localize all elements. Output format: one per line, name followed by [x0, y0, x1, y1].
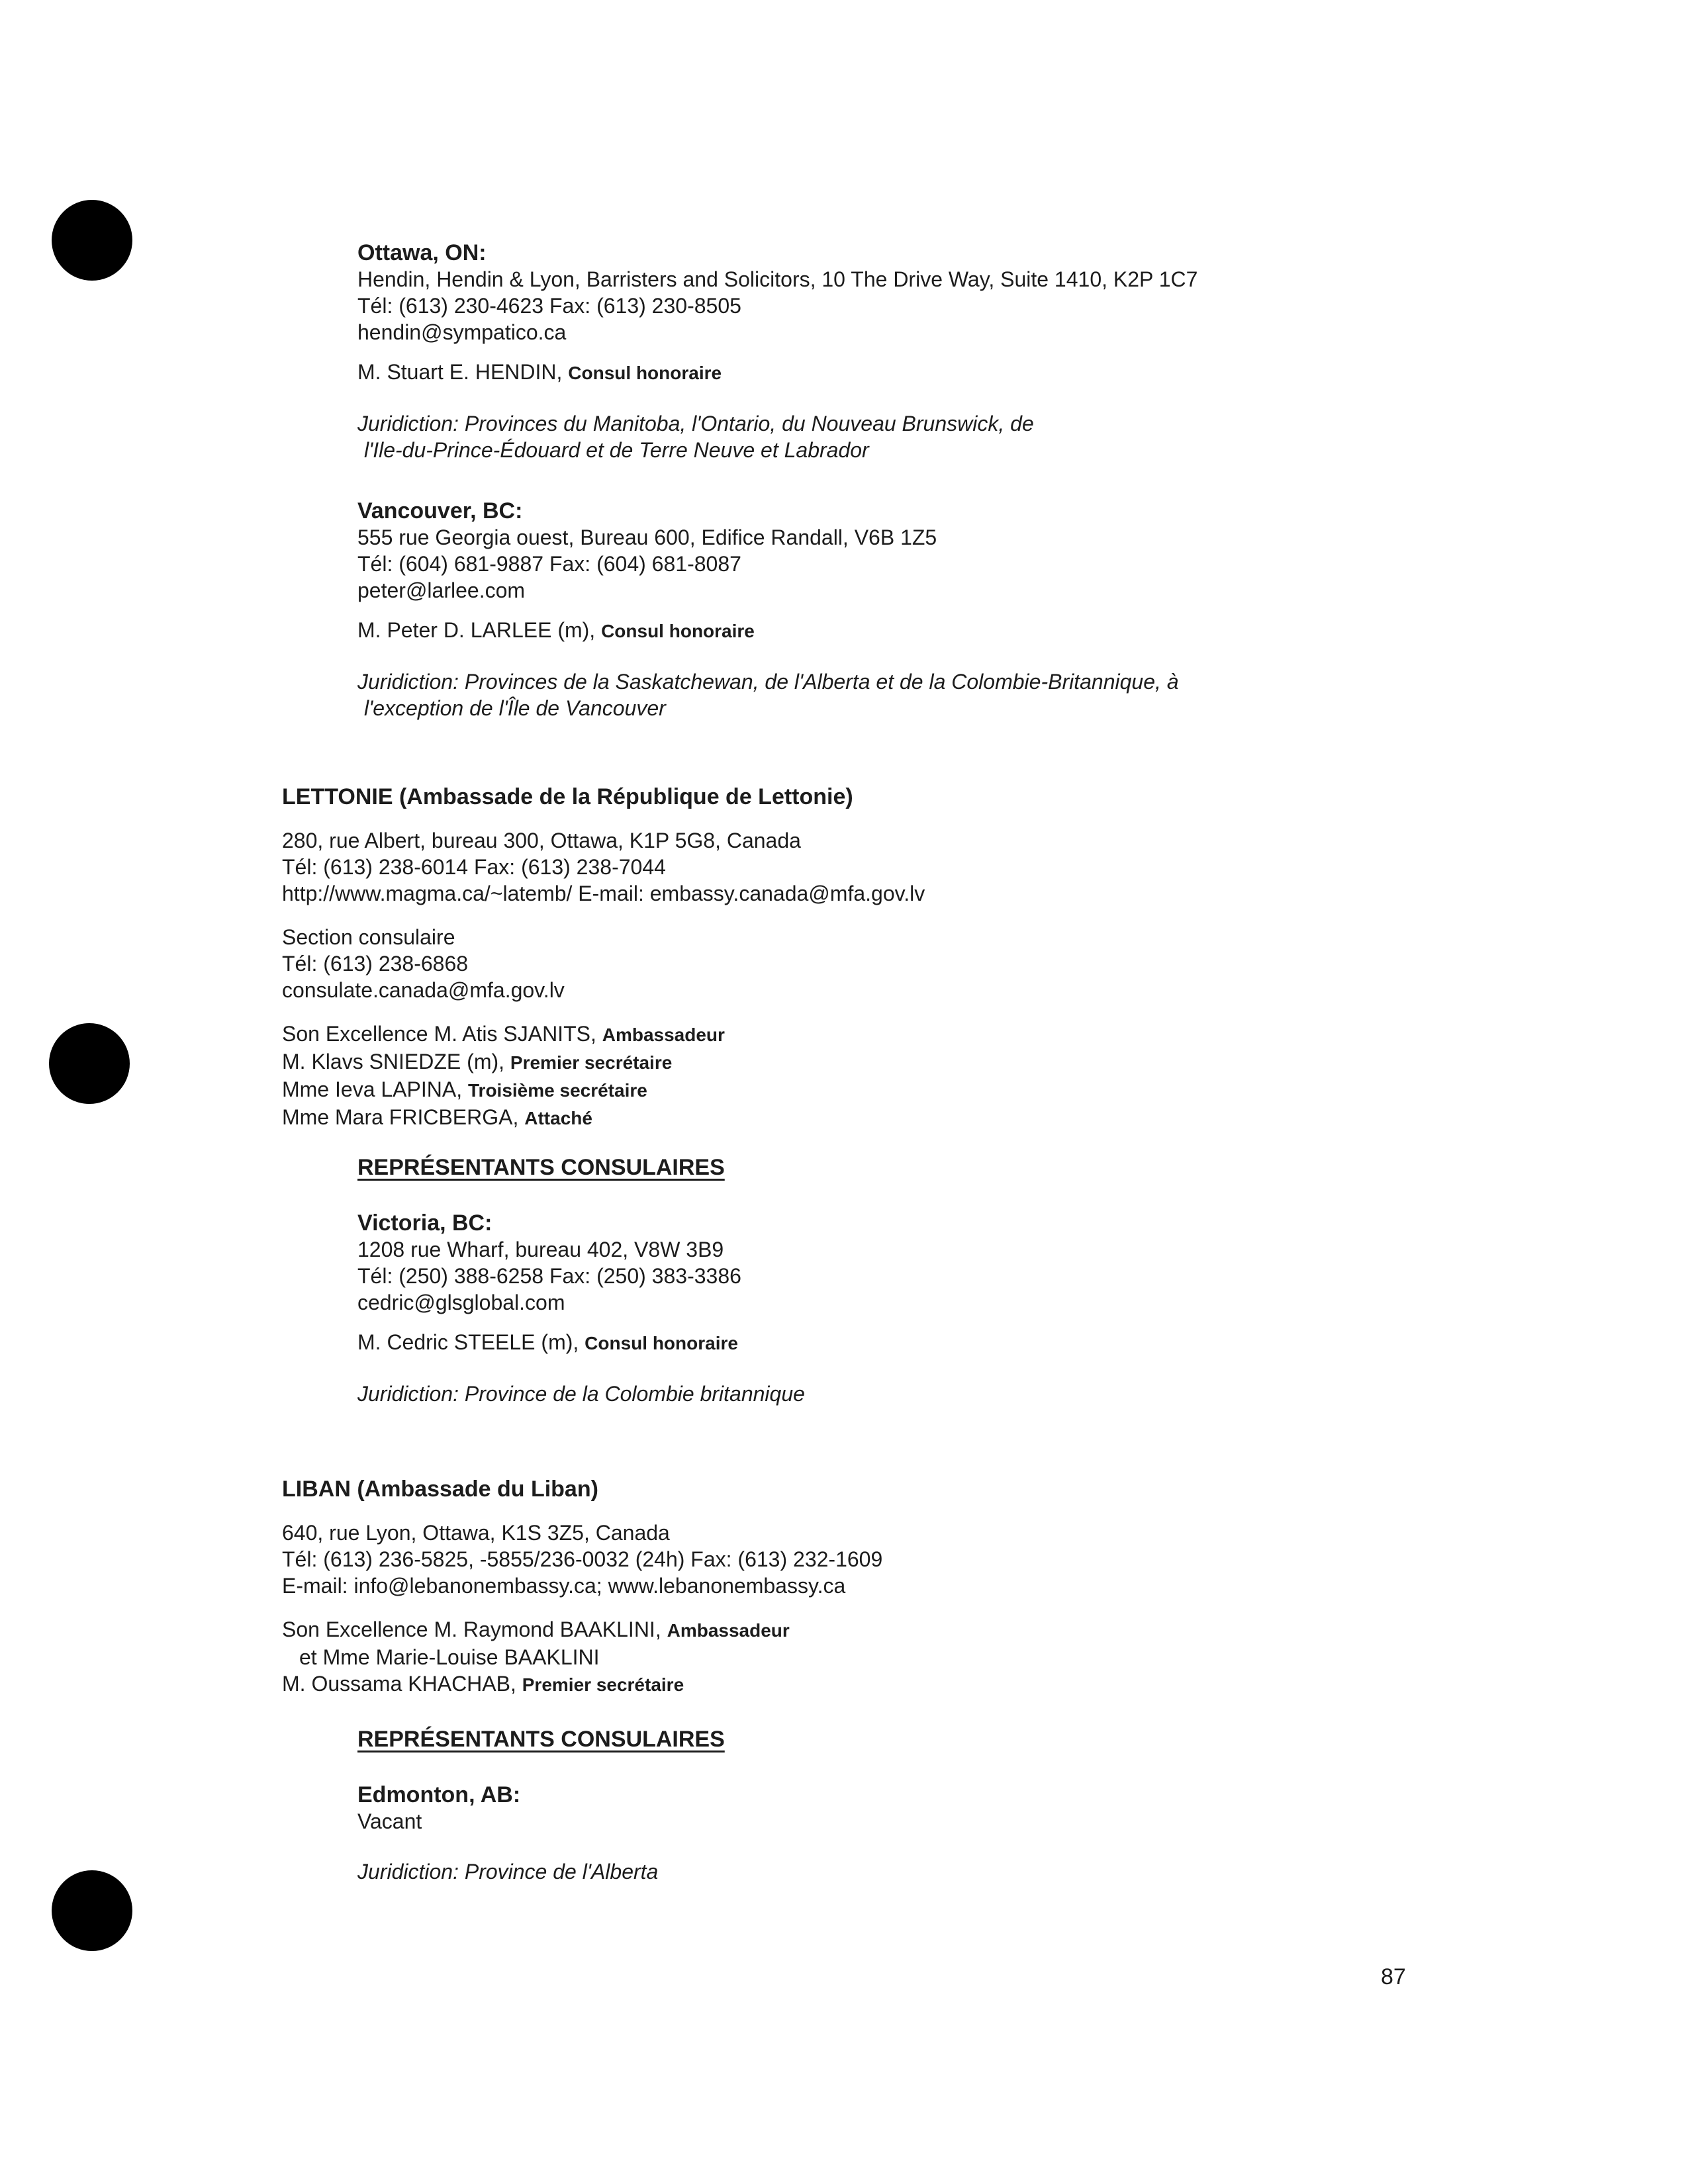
- country-title: LETTONIE (Ambassade de la République de Lettonie): [282, 784, 853, 809]
- vancouver-section: [357, 498, 1179, 721]
- person-name: Son Excellence M. Atis SJANITS,: [282, 1022, 596, 1046]
- phone-fax: Tél: (613) 238-6014 Fax: (613) 238-7044: [282, 855, 666, 879]
- person-role: Troisième secrétaire: [467, 1080, 647, 1101]
- person-name: Son Excellence M. Raymond BAAKLINI,: [282, 1617, 661, 1641]
- phone-fax: Tél: (250) 388-6258 Fax: (250) 383-3386: [357, 1264, 741, 1288]
- consular-section-label: Section consulaire: [282, 925, 455, 949]
- liban-consular-section: [357, 1726, 725, 1885]
- consular-heading: REPRÉSENTANTS CONSULAIRES: [357, 1727, 725, 1752]
- web-email: E-mail: info@lebanonembassy.ca; www.lebanonembassy.ca: [282, 1574, 846, 1598]
- address: 640, rue Lyon, Ottawa, K1S 3Z5, Canada: [282, 1521, 670, 1545]
- ottawa-section: [357, 240, 1197, 463]
- consul-entry: [357, 359, 1197, 387]
- page-number: 87: [1381, 1964, 1406, 1989]
- person-role: Premier secrétaire: [522, 1674, 684, 1695]
- phone-fax: Tél: (613) 236-5825, -5855/236-0032 (24h) Fax: (613) 232-1609: [282, 1547, 883, 1571]
- binder-hole-middle: [49, 1023, 130, 1104]
- person-role: Attaché: [524, 1108, 592, 1128]
- phone-fax: Tél: (604) 681-9887 Fax: (604) 681-8087: [357, 552, 741, 576]
- city-heading: Ottawa, ON:: [357, 240, 487, 265]
- person-name: M. Cedric STEELE (m),: [357, 1330, 579, 1354]
- spouse: et Mme Marie-Louise BAAKLINI: [299, 1645, 600, 1669]
- consular-email: consulate.canada@mfa.gov.lv: [282, 978, 565, 1002]
- person-name: Mme Mara FRICBERGA,: [282, 1105, 519, 1129]
- consul-entry: [357, 617, 1179, 645]
- status: Vacant: [357, 1809, 422, 1833]
- staff-entry: [282, 1076, 925, 1104]
- binder-hole-bottom: [52, 1870, 132, 1951]
- staff-entry: [282, 1670, 882, 1698]
- address: 280, rue Albert, bureau 300, Ottawa, K1P 5G8, Canada: [282, 829, 801, 852]
- email: hendin@sympatico.ca: [357, 320, 567, 344]
- consular-heading: REPRÉSENTANTS CONSULAIRES: [357, 1155, 725, 1180]
- address: 1208 rue Wharf, bureau 402, V8W 3B9: [357, 1238, 724, 1261]
- email: peter@larlee.com: [357, 578, 526, 602]
- person-name: M. Klavs SNIEDZE (m),: [282, 1050, 505, 1073]
- address: 555 rue Georgia ouest, Bureau 600, Edifice Randall, V6B 1Z5: [357, 525, 937, 549]
- lettonie-section: [282, 784, 925, 1132]
- liban-section: [282, 1476, 882, 1698]
- email: cedric@glsglobal.com: [357, 1291, 565, 1314]
- web-email: http://www.magma.ca/~latemb/ E-mail: embassy.canada@mfa.gov.lv: [282, 882, 925, 905]
- person-role: Consul honoraire: [568, 363, 722, 383]
- address: Hendin, Hendin & Lyon, Barristers and Solicitors, 10 The Drive Way, Suite 1410, K2P 1C7: [357, 267, 1198, 291]
- lettonie-consular-section: [357, 1154, 805, 1407]
- jurisdiction: Juridiction: Province de la Colombie britannique: [357, 1382, 805, 1406]
- staff-entry: [282, 1616, 882, 1644]
- person-role: Premier secrétaire: [510, 1052, 673, 1073]
- jurisdiction: Juridiction: Province de l'Alberta: [357, 1860, 659, 1884]
- staff-entry: [282, 1104, 925, 1132]
- person-name: M. Stuart E. HENDIN,: [357, 360, 563, 384]
- jurisdiction-line-2: l'exception de l'Île de Vancouver: [364, 696, 666, 720]
- jurisdiction-line-2: l'Ile-du-Prince-Édouard et de Terre Neuve et Labrador: [364, 438, 869, 462]
- jurisdiction-line-1: Juridiction: Provinces du Manitoba, l'Ontario, du Nouveau Brunswick, de: [357, 412, 1034, 435]
- consular-phone: Tél: (613) 238-6868: [282, 952, 469, 976]
- person-role: Ambassadeur: [667, 1620, 790, 1641]
- staff-entry: [282, 1021, 925, 1048]
- city-heading: Vancouver, BC:: [357, 498, 523, 523]
- country-title: LIBAN (Ambassade du Liban): [282, 1477, 598, 1502]
- person-name: Mme Ieva LAPINA,: [282, 1077, 463, 1101]
- person-role: Ambassadeur: [602, 1024, 725, 1045]
- person-name: M. Oussama KHACHAB,: [282, 1672, 516, 1696]
- person-name: M. Peter D. LARLEE (m),: [357, 618, 596, 642]
- jurisdiction-line-1: Juridiction: Provinces de la Saskatchewan, de l'Alberta et de la Colombie-Britannique, à: [357, 670, 1179, 694]
- city-heading: Edmonton, AB:: [357, 1782, 521, 1807]
- consul-entry: [357, 1329, 805, 1357]
- binder-hole-top: [52, 200, 132, 281]
- staff-entry: [282, 1048, 925, 1076]
- person-role: Consul honoraire: [601, 621, 755, 641]
- phone-fax: Tél: (613) 230-4623 Fax: (613) 230-8505: [357, 294, 741, 318]
- city-heading: Victoria, BC:: [357, 1210, 492, 1236]
- person-role: Consul honoraire: [585, 1333, 738, 1353]
